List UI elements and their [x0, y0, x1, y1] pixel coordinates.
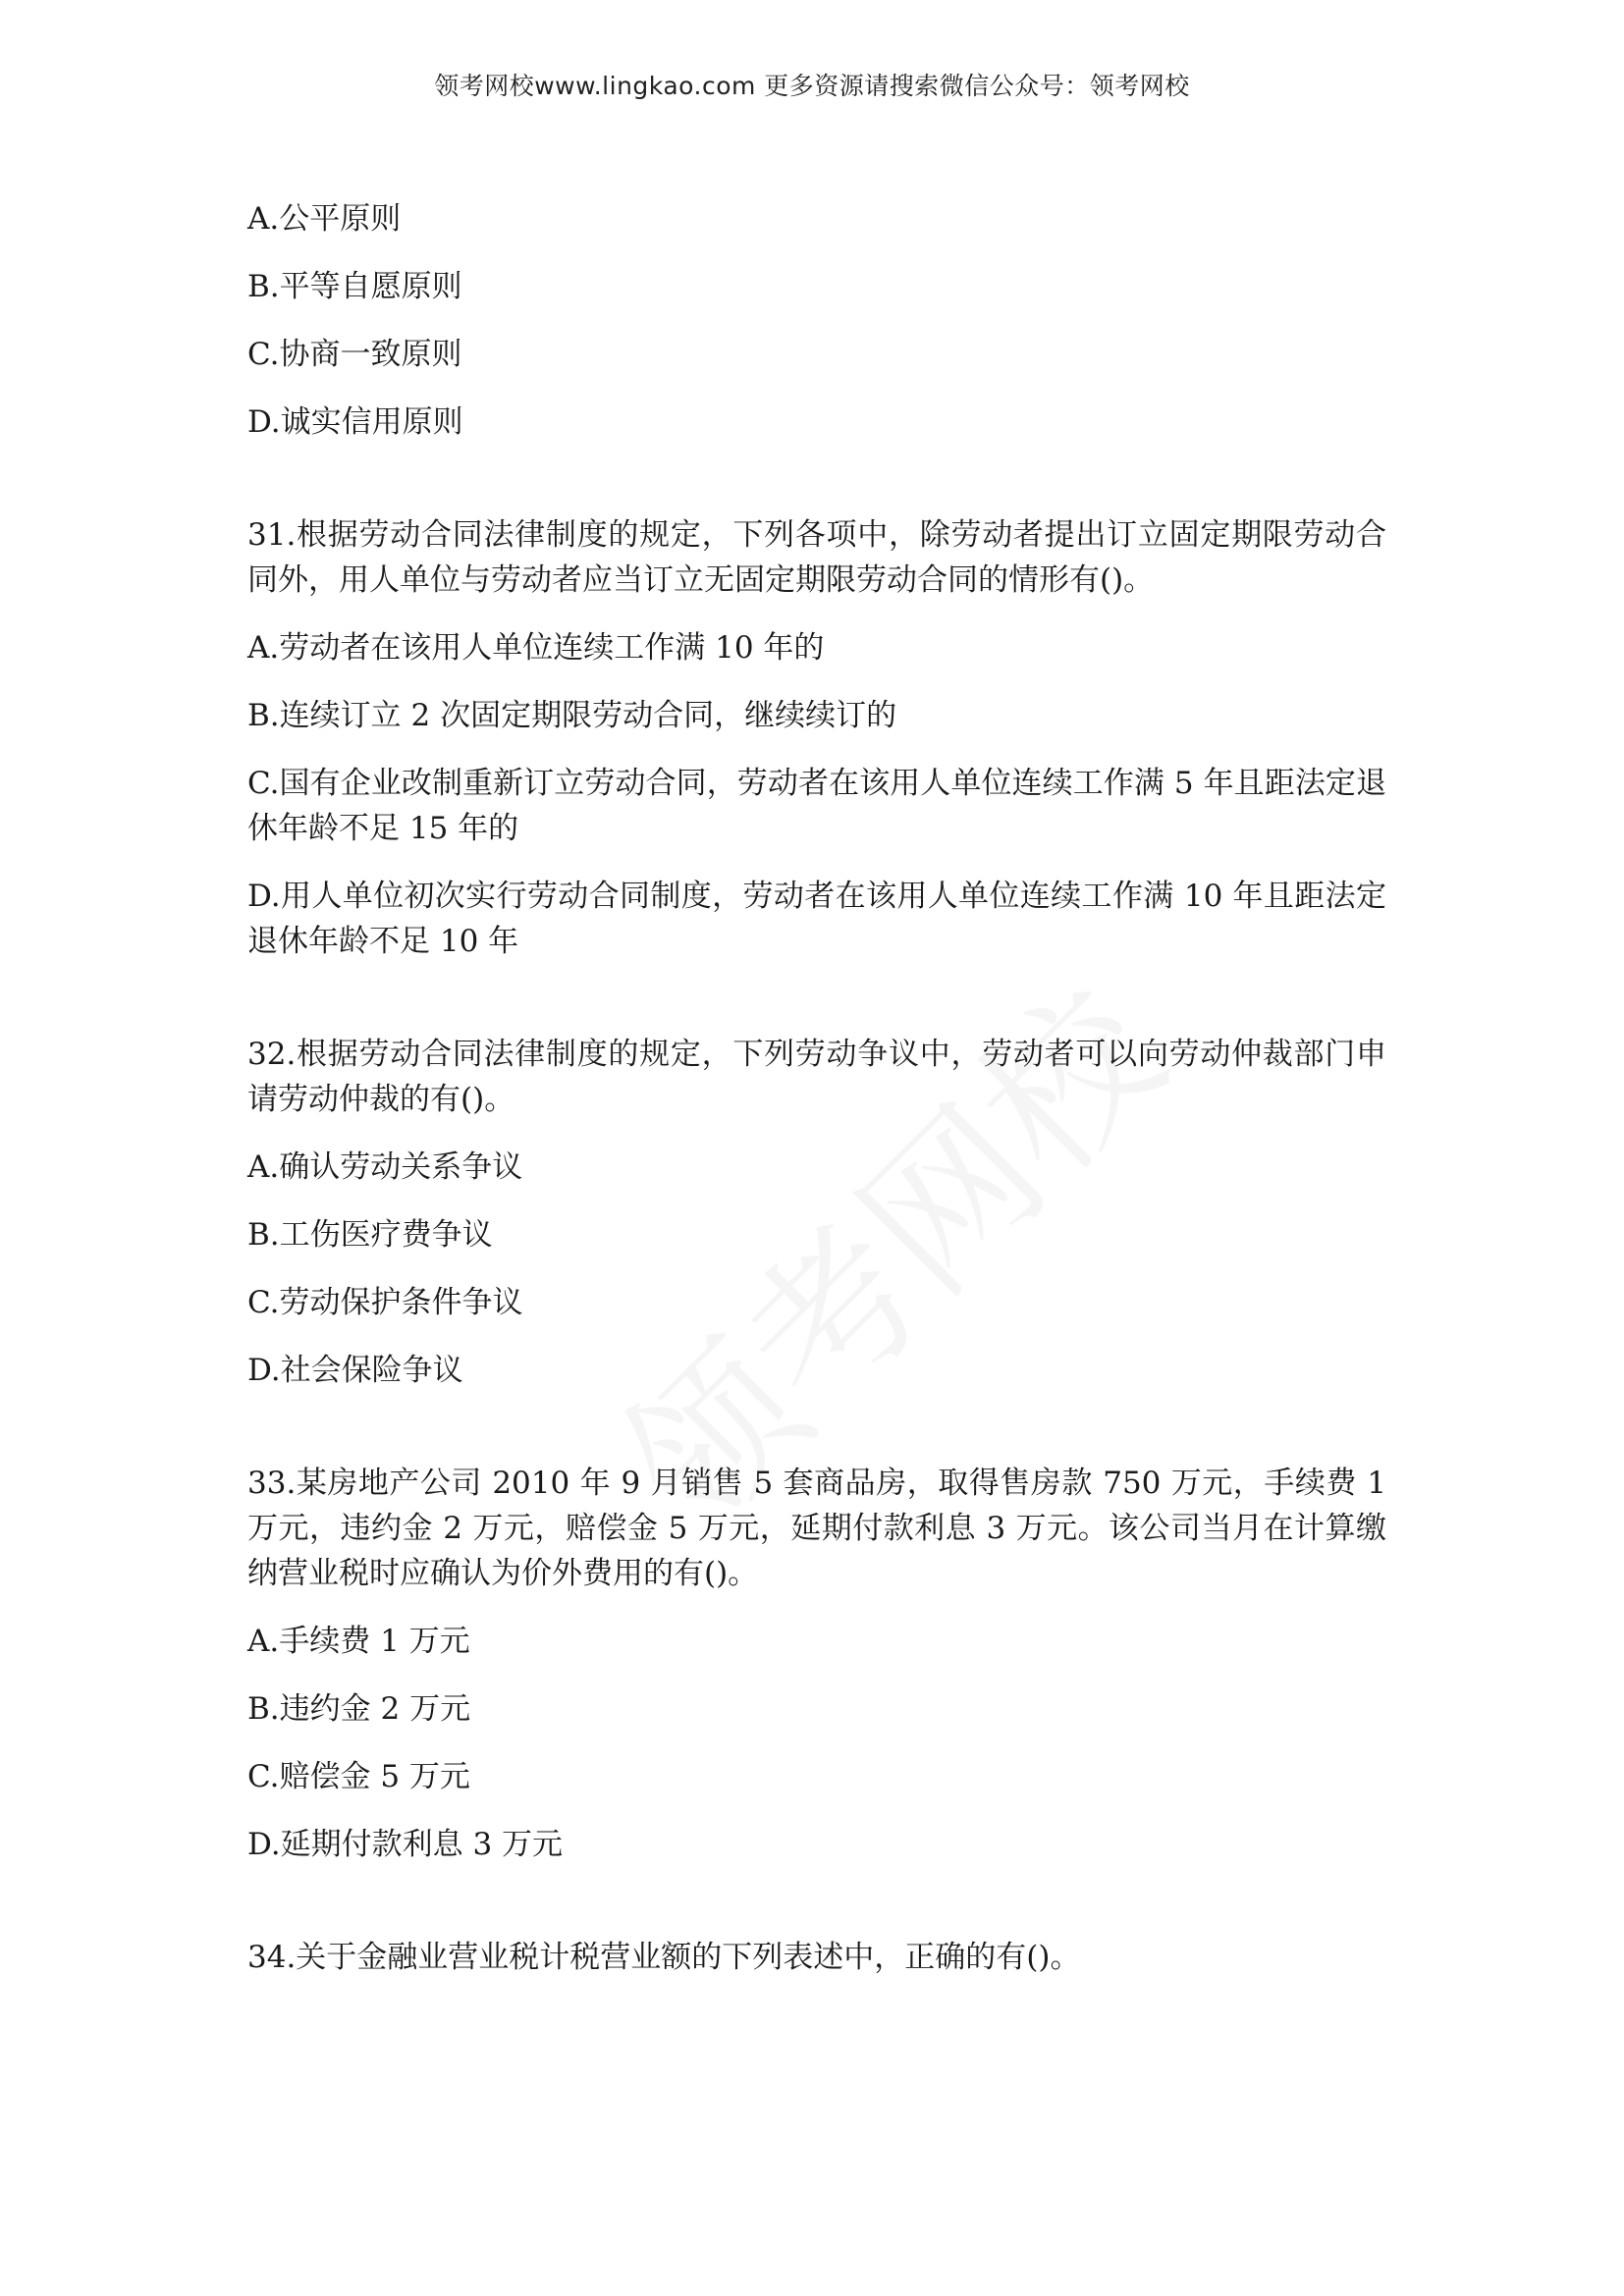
option-c: C.劳动保护条件争议 [247, 1285, 523, 1320]
option-d: D.用人单位初次实行劳动合同制度，劳动者在该用人单位连续工作满 10 年且距法定退休年龄不足 10 年 [247, 879, 1386, 959]
option-b: B.连续订立 2 次固定期限劳动合同，继续续订的 [247, 698, 897, 733]
document-body [247, 196, 1386, 2002]
option-c: C.协商一致原则 [247, 337, 462, 372]
spacer [247, 1890, 1386, 1935]
option-a: A.手续费 1 万元 [247, 1624, 470, 1659]
option-a: A.公平原则 [247, 201, 402, 237]
question-stem: 32.根据劳动合同法律制度的规定，下列劳动争议中，劳动者可以向劳动仲裁部门申请劳动仲裁的有()。 [247, 1037, 1386, 1117]
option-b: B.工伤医疗费争议 [247, 1217, 493, 1253]
option-a: A.确认劳动关系争议 [247, 1149, 523, 1185]
page-header: 领考网校www.lingkao.com 更多资源请搜索微信公众号：领考网校 [434, 72, 1190, 100]
option-d: D.延期付款利息 3 万元 [247, 1827, 564, 1862]
option-a: A.劳动者在该用人单位连续工作满 10 年的 [247, 630, 825, 666]
spacer [247, 987, 1386, 1032]
spacer [247, 1415, 1386, 1461]
question-34 [247, 1935, 1386, 1980]
option-b: B.平等自愿原则 [247, 269, 462, 304]
option-c: C.赔偿金 5 万元 [247, 1759, 470, 1794]
option-c: C.国有企业改制重新订立劳动合同，劳动者在该用人单位连续工作满 5 年且距法定退休年龄不足 15 年的 [247, 766, 1386, 846]
spacer [247, 467, 1386, 512]
question-stem: 34.关于金融业营业税计税营业额的下列表述中，正确的有()。 [247, 1940, 1081, 1975]
question-32 [247, 1032, 1386, 1393]
option-d: D.社会保险争议 [247, 1353, 463, 1388]
question-31 [247, 512, 1386, 964]
question-30-options [247, 196, 1386, 445]
question-33 [247, 1461, 1386, 1867]
option-d: D.诚实信用原则 [247, 404, 463, 440]
question-stem: 31.根据劳动合同法律制度的规定，下列各项中，除劳动者提出订立固定期限劳动合同外，用人单位与劳动者应当订立无固定期限劳动合同的情形有()。 [247, 517, 1386, 598]
question-stem: 33.某房地产公司 2010 年 9 月销售 5 套商品房，取得售房款 750 万元，手续费 1 万元，违约金 2 万元，赔偿金 5 万元，延期付款利息 3 万元。该公司当月在计算缴纳营业税时应确认为价外费用的有()。 [247, 1466, 1386, 1591]
option-b: B.违约金 2 万元 [247, 1691, 471, 1727]
